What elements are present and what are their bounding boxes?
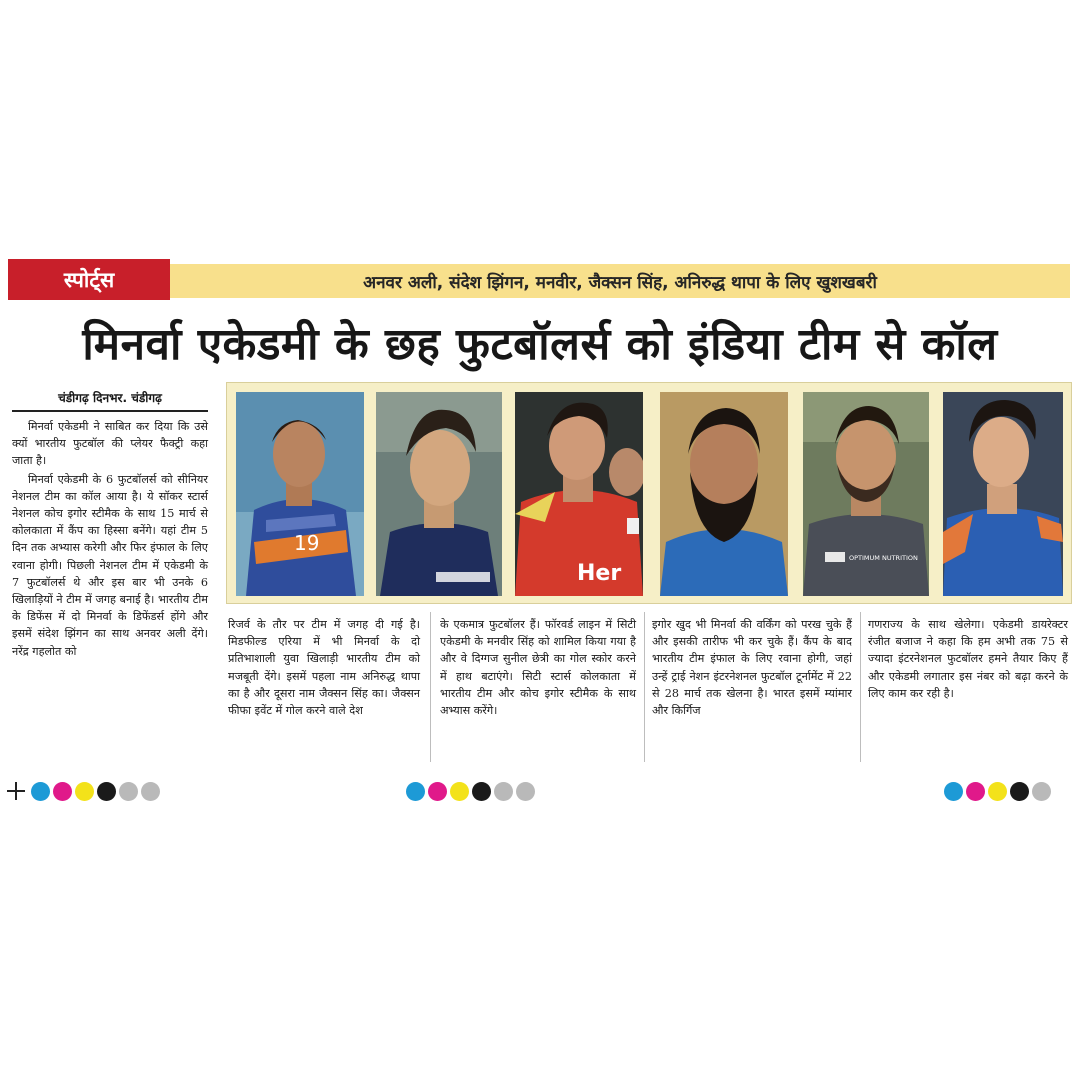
paragraph: रिजर्व के तौर पर टीम में जगह दी गई है। मिडफील्ड एरिया में भी मिनर्वा के दो प्रतिभाशाली युवा खिलाड़ी भारतीय टीम को मजबूती देंगे। इसमें पहला नाम अनिरुद्ध थापा का है और दूसरा नाम जैक्सन सिंह का। जैक्सन फीफा इवेंट में गोल करने वाले देश — [228, 618, 420, 718]
registration-marks-left — [6, 781, 160, 801]
paragraph: के एकमात्र फुटबॉलर हैं। फॉरवर्ड लाइन में सिटी एकेडमी के मनवीर सिंह को शामिल किया गया है और वे दिग्गज सुनील छेत्री का गोल स्कोर करने में हाथ बटाएंगे। सिटी स्टार्स कोलकाता में भारतीय टीम और कोच इगोर स्टीमैक के साथ अभ्यास करेंगे। — [440, 618, 636, 718]
body-column-4 — [868, 616, 1068, 766]
registration-dot — [31, 782, 50, 801]
column-rule — [430, 612, 431, 762]
registration-dot — [97, 782, 116, 801]
registration-dot — [428, 782, 447, 801]
section-tag: स्पोर्ट्स — [8, 259, 170, 300]
jersey-sponsor: OPTIMUM NUTRITION — [849, 554, 918, 562]
registration-dot — [450, 782, 469, 801]
column-rule — [644, 612, 645, 762]
column-rule — [860, 612, 861, 762]
paragraph: गणराज्य के साथ खेलेगा। एकेडमी डायरेक्टर रंजीत बजाज ने कहा कि हम अभी तक 75 से ज्यादा इंटरनेशनल फुटबॉलर हमने तैयार किए हैं और एकेडमी लगातार इस नंबर को बढ़ा करने के लिए काम कर रही है। — [868, 618, 1068, 700]
player-photo-4 — [660, 392, 788, 596]
registration-dot — [141, 782, 160, 801]
left-column — [12, 418, 208, 768]
photo-strip — [226, 382, 1072, 604]
jersey-sponsor: Her — [577, 561, 622, 586]
kicker-line: अनवर अली, संदेश झिंगन, मनवीर, जैक्सन सिंह, अनिरुद्ध थापा के लिए खुशखबरी — [170, 264, 1070, 298]
paragraph: मिनर्वा एकेडमी ने साबित कर दिया कि उसे क्यों भारतीय फुटबॉल की प्लेयर फैक्ट्री कहा जाता है। — [12, 420, 208, 468]
registration-dot — [966, 782, 985, 801]
registration-marks-right — [944, 781, 1051, 801]
headline: मिनर्वा एकेडमी के छह फुटबॉलर्स को इंडिया टीम से कॉल — [82, 319, 998, 370]
player-photo-2 — [376, 392, 502, 596]
body-column-2 — [440, 616, 636, 766]
registration-dot — [75, 782, 94, 801]
crosshair-icon — [6, 781, 26, 801]
player-photo-3 — [515, 392, 643, 596]
jersey-number: 19 — [294, 531, 320, 555]
registration-dot — [988, 782, 1007, 801]
registration-dot — [516, 782, 535, 801]
registration-dot — [944, 782, 963, 801]
player-photo-6 — [943, 392, 1063, 596]
registration-dot — [1032, 782, 1051, 801]
paragraph: इगोर खुद भी मिनर्वा की वर्किंग को परख चुके हैं और इसकी तारीफ भी कर चुके हैं। कैंप के बाद भारतीय टीम इंफाल के लिए रवाना होगी, जहां उन्हें ट्राई नेशन इंटरनेशनल फुटबॉल टूर्नामेंट में 22 से 28 मार्च तक खेलना है। भारत इसमें म्यांमार और किर्गिज — [652, 618, 852, 718]
player-photo-5 — [803, 392, 929, 596]
body-column-1 — [228, 616, 420, 766]
registration-dot — [119, 782, 138, 801]
registration-dot — [494, 782, 513, 801]
registration-dot — [1010, 782, 1029, 801]
registration-dot — [472, 782, 491, 801]
registration-dot — [406, 782, 425, 801]
paragraph: मिनर्वा एकेडमी के 6 फुटबॉलर्स को सीनियर नेशनल टीम का कॉल आया है। ये सॉकर स्टार्स नेशनल कोच इगोर स्टीमैक के साथ 15 मार्च से कोलकाता में कैंप का हिस्सा बनेंगे। यहां टीम 5 दिन तक अभ्यास करेगी और फिर इंफाल के लिए रवाना होगी। पिछली नेशनल टीम में एकेडमी के 7 फुटबॉलर्स थे और इस बार भी उनके 6 खिलाड़ियों ने टीम में जगह बनाई है। भारतीय टीम के डिफेंस में दो मिनर्वा के डिफेंडर्स होंगे और इसमें संदेश झिंगन का साथ अनवर अली देंगे। नरेंद्र गहलोत को — [12, 472, 208, 658]
byline: चंडीगढ़ दिनभर. चंडीगढ़ — [12, 388, 208, 412]
registration-dot — [53, 782, 72, 801]
player-photo-1 — [236, 392, 364, 596]
body-column-3 — [652, 616, 852, 766]
registration-marks-center — [406, 781, 535, 801]
